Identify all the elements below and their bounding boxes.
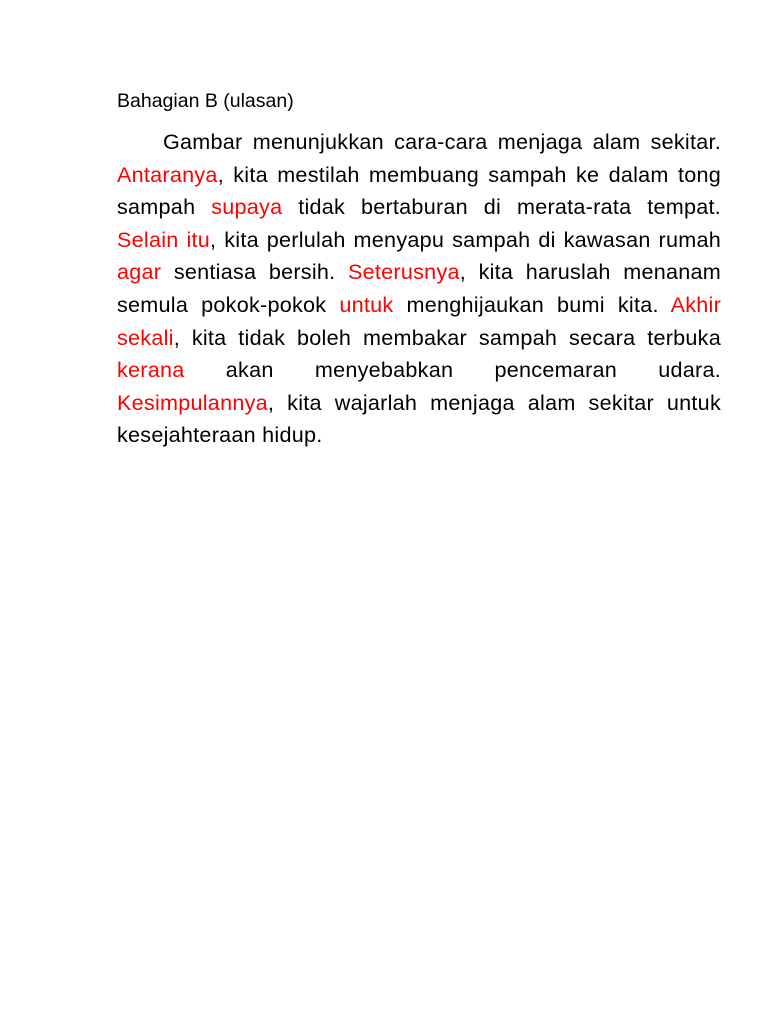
- paragraph-text-segment: menghijaukan bumi kita.: [393, 291, 671, 317]
- paragraph-text-segment: , kita wajarlah menjaga alam sekitar untuk kesejahteraan hidup.: [117, 389, 721, 448]
- section-heading: Bahagian B (ulasan): [117, 90, 294, 112]
- highlighted-connector: Akhir sekali: [117, 291, 722, 350]
- highlighted-connector: untuk: [339, 291, 394, 317]
- highlighted-connector: Seterusnya: [348, 259, 460, 285]
- paragraph-text-segment: , kita haruslah menanam semula pokok-pokok: [117, 259, 721, 317]
- paragraph-text-segment: tidak bertaburan di merata-rata tempat.: [282, 194, 721, 220]
- paragraph-text-segment: , kita mestilah membuang sampah ke dalam tong sampah: [117, 161, 721, 220]
- highlighted-connector: agar: [117, 259, 162, 285]
- paragraph-text-segment: Gambar menunjukkan cara-cara menjaga alam sekitar.: [163, 129, 721, 154]
- highlighted-connector: Selain itu: [117, 226, 211, 252]
- paragraph-text-segment: , kita perlulah menyapu sampah di kawasan rumah: [210, 226, 721, 252]
- paragraph-text-segment: sentiasa bersih.: [161, 259, 349, 285]
- highlighted-connector: supaya: [211, 194, 283, 220]
- highlighted-connector: Antaranya: [117, 161, 218, 187]
- paragraph-text-segment: akan menyebabkan pencemaran udara.: [184, 357, 721, 383]
- highlighted-connector: Kesimpulannya: [117, 389, 268, 415]
- essay-paragraph: [117, 126, 721, 452]
- paragraph-text-segment: , kita tidak boleh membakar sampah secara terbuka: [173, 324, 721, 350]
- highlighted-connector: kerana: [117, 357, 185, 383]
